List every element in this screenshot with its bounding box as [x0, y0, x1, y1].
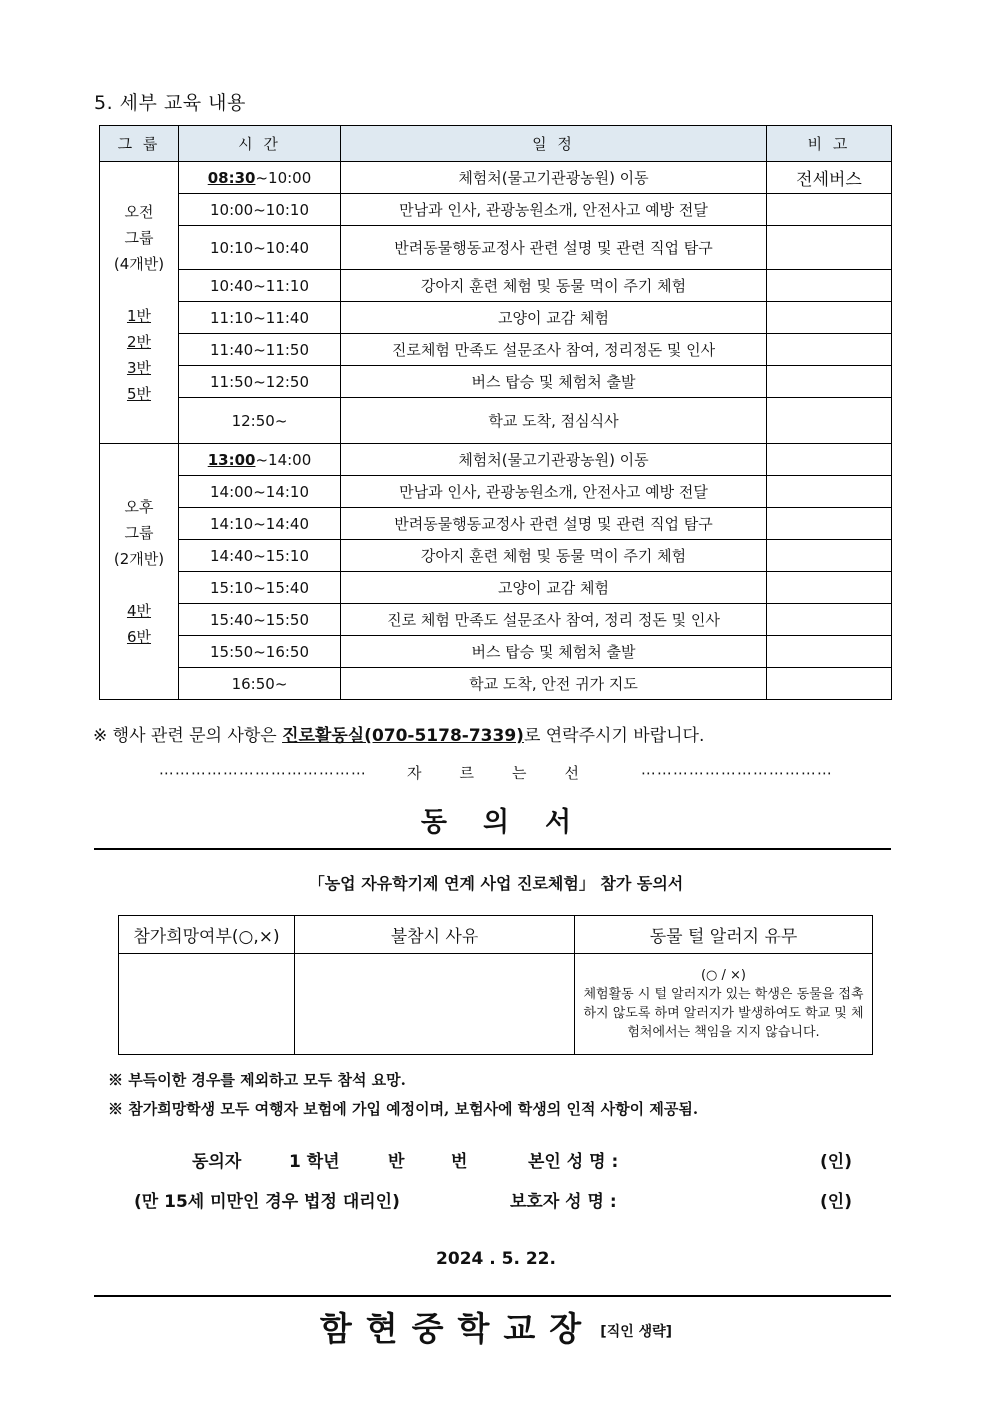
schedule-cell: 반려동물행동교정사 관련 설명 및 관련 직업 탐구	[341, 226, 767, 270]
schedule-cell: 학교 도착, 점심식사	[341, 398, 767, 444]
morning-label-group: 그룹	[124, 228, 154, 247]
schedule-cell: 강아지 훈련 체험 및 동물 먹이 주기 체험	[341, 540, 767, 572]
schedule-cell: 버스 탑승 및 체험처 출발	[341, 636, 767, 668]
header-note: 비 고	[767, 126, 892, 162]
time-cell: 14:40~15:10	[179, 540, 341, 572]
time-start: 08:30	[207, 168, 256, 187]
consent-table	[118, 915, 873, 1055]
schedule-cell: 체험처(물고기관광농원) 이동	[341, 162, 767, 194]
schedule-cell: 반려동물행동교정사 관련 설명 및 관련 직업 탐구	[341, 508, 767, 540]
note-cell	[767, 668, 892, 700]
note-cell	[767, 476, 892, 508]
note-cell	[767, 444, 892, 476]
afternoon-label-group: 그룹	[124, 523, 154, 542]
note-cell	[767, 636, 892, 668]
class-label: 1반	[126, 306, 152, 325]
cut-line	[0, 762, 992, 783]
schedule-cell: 버스 탑승 및 체험처 출발	[341, 366, 767, 398]
header-participate: 참가희망여부(○,×)	[119, 916, 295, 954]
time-cell: 10:40~11:10	[179, 270, 341, 302]
contact-info: 진로활동실(070-5178-7339)	[282, 726, 524, 746]
class-label: 반	[388, 1152, 405, 1172]
class-label: 3반	[126, 358, 152, 377]
seal-omitted-note: [직인 생략]	[600, 1324, 673, 1340]
class-label: 2반	[126, 332, 152, 351]
note-cell	[767, 508, 892, 540]
afternoon-class-count: (2개반)	[113, 549, 165, 568]
guardian-note: (만 15세 미만인 경우 법정 대리인)	[134, 1192, 400, 1212]
time-cell: 15:10~15:40	[179, 572, 341, 604]
schedule-cell: 학교 도착, 안전 귀가 지도	[341, 668, 767, 700]
morning-group-cell	[100, 162, 179, 444]
contact-note-prefix: ※ 행사 관련 문의 사항은	[93, 726, 283, 746]
principal-name: 함현중학교장	[319, 1309, 596, 1348]
time-cell: 16:50~	[179, 668, 341, 700]
note-cell: 전세버스	[767, 162, 892, 194]
participate-input-cell[interactable]	[119, 954, 295, 1055]
class-label: 4반	[126, 601, 152, 620]
note-cell	[767, 604, 892, 636]
schedule-cell: 진로체험 만족도 설문조사 참여, 정리정돈 및 인사	[341, 334, 767, 366]
consent-title: 동의서	[420, 807, 608, 838]
schedule-cell: 고양이 교감 체험	[341, 572, 767, 604]
header-time: 시 간	[179, 126, 341, 162]
grade-label: 1 학년	[289, 1152, 340, 1172]
header-reason: 불참시 사유	[295, 916, 575, 954]
note-cell	[767, 572, 892, 604]
consent-subtitle: 「농업 자유학기제 연계 사업 진로체험」 참가 동의서	[308, 874, 684, 893]
note-cell	[767, 334, 892, 366]
morning-class-count: (4개반)	[113, 254, 165, 273]
time-cell: 11:40~11:50	[179, 334, 341, 366]
note-cell	[767, 226, 892, 270]
time-cell: 14:00~14:10	[179, 476, 341, 508]
time-start: 13:00	[207, 450, 256, 469]
self-name-label: 본인 성 명 :	[528, 1152, 619, 1172]
time-cell: 15:40~15:50	[179, 604, 341, 636]
time-cell: 12:50~	[179, 398, 341, 444]
note-cell	[767, 366, 892, 398]
afternoon-label: 오후	[124, 497, 154, 516]
schedule-cell: 강아지 훈련 체험 및 동물 먹이 주기 체험	[341, 270, 767, 302]
cut-line-label: 자르는선	[407, 764, 617, 782]
schedule-table	[99, 125, 892, 700]
section-title: 5. 세부 교육 내용	[94, 92, 246, 114]
time-end: ~14:00	[255, 450, 312, 469]
header-schedule: 일 정	[341, 126, 767, 162]
schedule-cell: 진로 체험 만족도 설문조사 참여, 정리 정돈 및 인사	[341, 604, 767, 636]
time-cell: 10:00~10:10	[179, 194, 341, 226]
header-allergy: 동물 털 알러지 유무	[575, 916, 873, 954]
time-end: ~10:00	[255, 168, 312, 187]
cut-dots-right: ⋯⋯⋯⋯⋯⋯⋯⋯⋯⋯⋯⋯	[640, 764, 833, 782]
class-label: 5반	[126, 384, 152, 403]
time-cell: 11:50~12:50	[179, 366, 341, 398]
time-cell: 14:10~14:40	[179, 508, 341, 540]
class-label: 6반	[126, 627, 152, 646]
contact-note	[93, 721, 704, 746]
seal-mark: (인)	[820, 1152, 852, 1172]
reason-input-cell[interactable]	[295, 954, 575, 1055]
schedule-cell: 고양이 교감 체험	[341, 302, 767, 334]
allergy-note: 체험활동 시 털 알러지가 있는 학생은 동물을 접촉하지 않도록 하며 알러지가 발생하여도 학교 및 체험처에서는 책임을 지지 않습니다.	[583, 987, 864, 1040]
afternoon-group-cell	[100, 444, 179, 700]
note-cell	[767, 270, 892, 302]
note-cell	[767, 398, 892, 444]
warning-insurance: ※ 참가희망학생 모두 여행자 보험에 가입 예정이며, 보험사에 학생의 인적 사항이 제공됨.	[108, 1100, 699, 1118]
time-cell	[179, 162, 341, 194]
principal-line	[0, 1303, 992, 1350]
time-cell: 11:10~11:40	[179, 302, 341, 334]
schedule-cell: 체험처(물고기관광농원) 이동	[341, 444, 767, 476]
note-cell	[767, 540, 892, 572]
allergy-options: (○ / ×)	[700, 968, 747, 983]
warning-attendance: ※ 부득이한 경우를 제외하고 모두 참석 요망.	[108, 1071, 406, 1089]
cut-dots-left: ⋯⋯⋯⋯⋯⋯⋯⋯⋯⋯⋯⋯⋯	[159, 764, 368, 782]
time-cell: 15:50~16:50	[179, 636, 341, 668]
note-cell	[767, 302, 892, 334]
allergy-cell[interactable]	[575, 954, 873, 1055]
seal-mark: (인)	[820, 1192, 852, 1212]
note-cell	[767, 194, 892, 226]
time-cell: 10:10~10:40	[179, 226, 341, 270]
time-cell	[179, 444, 341, 476]
divider	[94, 1295, 891, 1297]
morning-label: 오전	[124, 202, 154, 221]
schedule-cell: 만남과 인사, 관광농원소개, 안전사고 예방 전달	[341, 194, 767, 226]
document-date: 2024 . 5. 22.	[436, 1249, 556, 1269]
header-group: 그 룹	[100, 126, 179, 162]
schedule-cell: 만남과 인사, 관광농원소개, 안전사고 예방 전달	[341, 476, 767, 508]
guardian-name-label: 보호자 성 명 :	[510, 1192, 617, 1212]
number-label: 번	[451, 1152, 468, 1172]
divider	[94, 848, 891, 850]
contact-note-suffix: 로 연락주시기 바랍니다.	[523, 726, 705, 746]
consenter-label: 동의자	[192, 1152, 242, 1172]
